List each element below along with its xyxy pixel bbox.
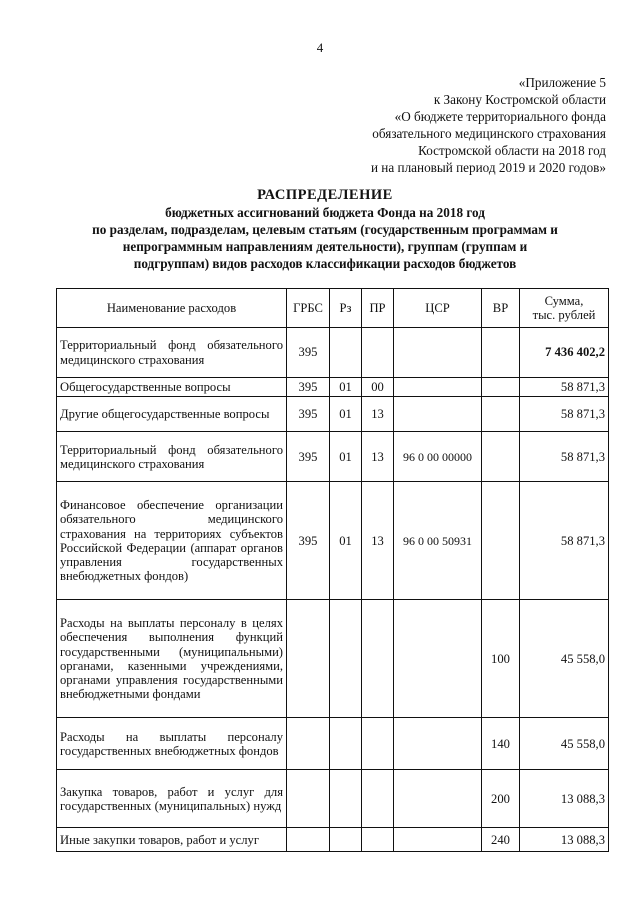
row-rz bbox=[330, 600, 362, 718]
row-name: Другие общегосударственные вопросы bbox=[57, 397, 287, 432]
row-csr bbox=[394, 397, 482, 432]
row-sum: 58 871,3 bbox=[520, 432, 609, 482]
row-grbs: 395 bbox=[287, 482, 330, 600]
row-pr bbox=[362, 600, 394, 718]
header-sum-line1: Сумма, bbox=[544, 293, 584, 308]
appendix-line: «Приложение 5 bbox=[518, 75, 606, 90]
row-csr bbox=[394, 770, 482, 828]
table-row bbox=[57, 828, 609, 852]
row-name: Расходы на выплаты персоналу в целях обеспечения выполнения функций государственными (муниципальными) органами, казенными учреждениями, органами управления государственными внебюджетными фондами bbox=[57, 600, 287, 718]
row-csr: 96 0 00 50931 bbox=[394, 482, 482, 600]
row-csr: 96 0 00 00000 bbox=[394, 432, 482, 482]
row-vr bbox=[482, 328, 520, 378]
row-rz bbox=[330, 770, 362, 828]
row-csr bbox=[394, 828, 482, 852]
row-grbs bbox=[287, 600, 330, 718]
appendix-line: «О бюджете территориального фонда bbox=[394, 109, 606, 124]
header-csr: ЦСР bbox=[394, 289, 482, 328]
row-pr bbox=[362, 718, 394, 770]
row-name: Общегосударственные вопросы bbox=[57, 378, 287, 397]
row-rz bbox=[330, 718, 362, 770]
header-vr: ВР bbox=[482, 289, 520, 328]
row-pr: 00 bbox=[362, 378, 394, 397]
row-sum: 7 436 402,2 bbox=[520, 328, 609, 378]
row-pr: 13 bbox=[362, 397, 394, 432]
document-heading bbox=[30, 186, 620, 272]
appendix-reference bbox=[371, 74, 606, 176]
header-grbs: ГРБС bbox=[287, 289, 330, 328]
row-vr bbox=[482, 482, 520, 600]
table-row bbox=[57, 770, 609, 828]
row-rz: 01 bbox=[330, 397, 362, 432]
row-rz: 01 bbox=[330, 482, 362, 600]
row-name: Финансовое обеспечение организации обязательного медицинского страхования на территориях субъектов Российской Федерации (аппарат органов управления государственных внебюджетных фондов) bbox=[57, 482, 287, 600]
header-sum bbox=[520, 289, 609, 328]
document-subtitle-line: непрограммным направлениям деятельности), группам (группам и bbox=[122, 239, 528, 254]
row-pr bbox=[362, 828, 394, 852]
row-csr bbox=[394, 718, 482, 770]
header-rz: Рз bbox=[330, 289, 362, 328]
table-header-row bbox=[57, 289, 609, 328]
row-pr bbox=[362, 328, 394, 378]
appendix-line: обязательного медицинского страхования bbox=[372, 126, 606, 141]
row-grbs bbox=[287, 828, 330, 852]
appendix-line: и на плановый период 2019 и 2020 годов» bbox=[370, 160, 606, 175]
row-sum: 45 558,0 bbox=[520, 600, 609, 718]
page-number: 4 bbox=[316, 40, 324, 55]
row-pr: 13 bbox=[362, 482, 394, 600]
row-sum: 45 558,0 bbox=[520, 718, 609, 770]
row-sum: 58 871,3 bbox=[520, 397, 609, 432]
row-sum: 58 871,3 bbox=[520, 482, 609, 600]
row-rz bbox=[330, 328, 362, 378]
table-row bbox=[57, 482, 609, 600]
row-vr: 240 bbox=[482, 828, 520, 852]
row-pr bbox=[362, 770, 394, 828]
row-vr: 200 bbox=[482, 770, 520, 828]
row-vr: 140 bbox=[482, 718, 520, 770]
table-row bbox=[57, 432, 609, 482]
row-grbs: 395 bbox=[287, 432, 330, 482]
table-row bbox=[57, 397, 609, 432]
appendix-line: Костромской области на 2018 год bbox=[418, 143, 606, 158]
row-name: Территориальный фонд обязательного медицинского страхования bbox=[57, 432, 287, 482]
appendix-line: к Закону Костромской области bbox=[433, 92, 606, 107]
row-vr: 100 bbox=[482, 600, 520, 718]
header-sum-line2: тыс. рублей bbox=[532, 308, 596, 322]
row-vr bbox=[482, 397, 520, 432]
row-vr bbox=[482, 378, 520, 397]
row-vr bbox=[482, 432, 520, 482]
table-row bbox=[57, 328, 609, 378]
table-row bbox=[57, 718, 609, 770]
row-name: Иные закупки товаров, работ и услуг bbox=[57, 828, 287, 852]
row-csr bbox=[394, 600, 482, 718]
row-csr bbox=[394, 378, 482, 397]
row-rz bbox=[330, 828, 362, 852]
row-pr: 13 bbox=[362, 432, 394, 482]
row-name: Закупка товаров, работ и услуг для государственных (муниципальных) нужд bbox=[57, 770, 287, 828]
row-sum: 13 088,3 bbox=[520, 770, 609, 828]
row-sum: 58 871,3 bbox=[520, 378, 609, 397]
row-grbs bbox=[287, 718, 330, 770]
row-rz: 01 bbox=[330, 378, 362, 397]
row-sum: 13 088,3 bbox=[520, 828, 609, 852]
document-title: РАСПРЕДЕЛЕНИЕ bbox=[257, 187, 393, 203]
row-grbs: 395 bbox=[287, 328, 330, 378]
table-row bbox=[57, 378, 609, 397]
row-grbs: 395 bbox=[287, 397, 330, 432]
document-subtitle-line: подгруппам) видов расходов классификации расходов бюджетов bbox=[133, 256, 517, 271]
document-subtitle-line: бюджетных ассигнований бюджета Фонда на 2018 год bbox=[165, 205, 485, 220]
table-row bbox=[57, 600, 609, 718]
row-grbs bbox=[287, 770, 330, 828]
document-subtitle-line: по разделам, подразделам, целевым статьям (государственным программам и bbox=[92, 222, 558, 237]
row-csr bbox=[394, 328, 482, 378]
row-grbs: 395 bbox=[287, 378, 330, 397]
header-name: Наименование расходов bbox=[57, 289, 287, 328]
budget-allocation-table bbox=[56, 288, 609, 852]
row-rz: 01 bbox=[330, 432, 362, 482]
row-name: Территориальный фонд обязательного медицинского страхования bbox=[57, 328, 287, 378]
row-name: Расходы на выплаты персоналу государственных внебюджетных фондов bbox=[57, 718, 287, 770]
header-pr: ПР bbox=[362, 289, 394, 328]
